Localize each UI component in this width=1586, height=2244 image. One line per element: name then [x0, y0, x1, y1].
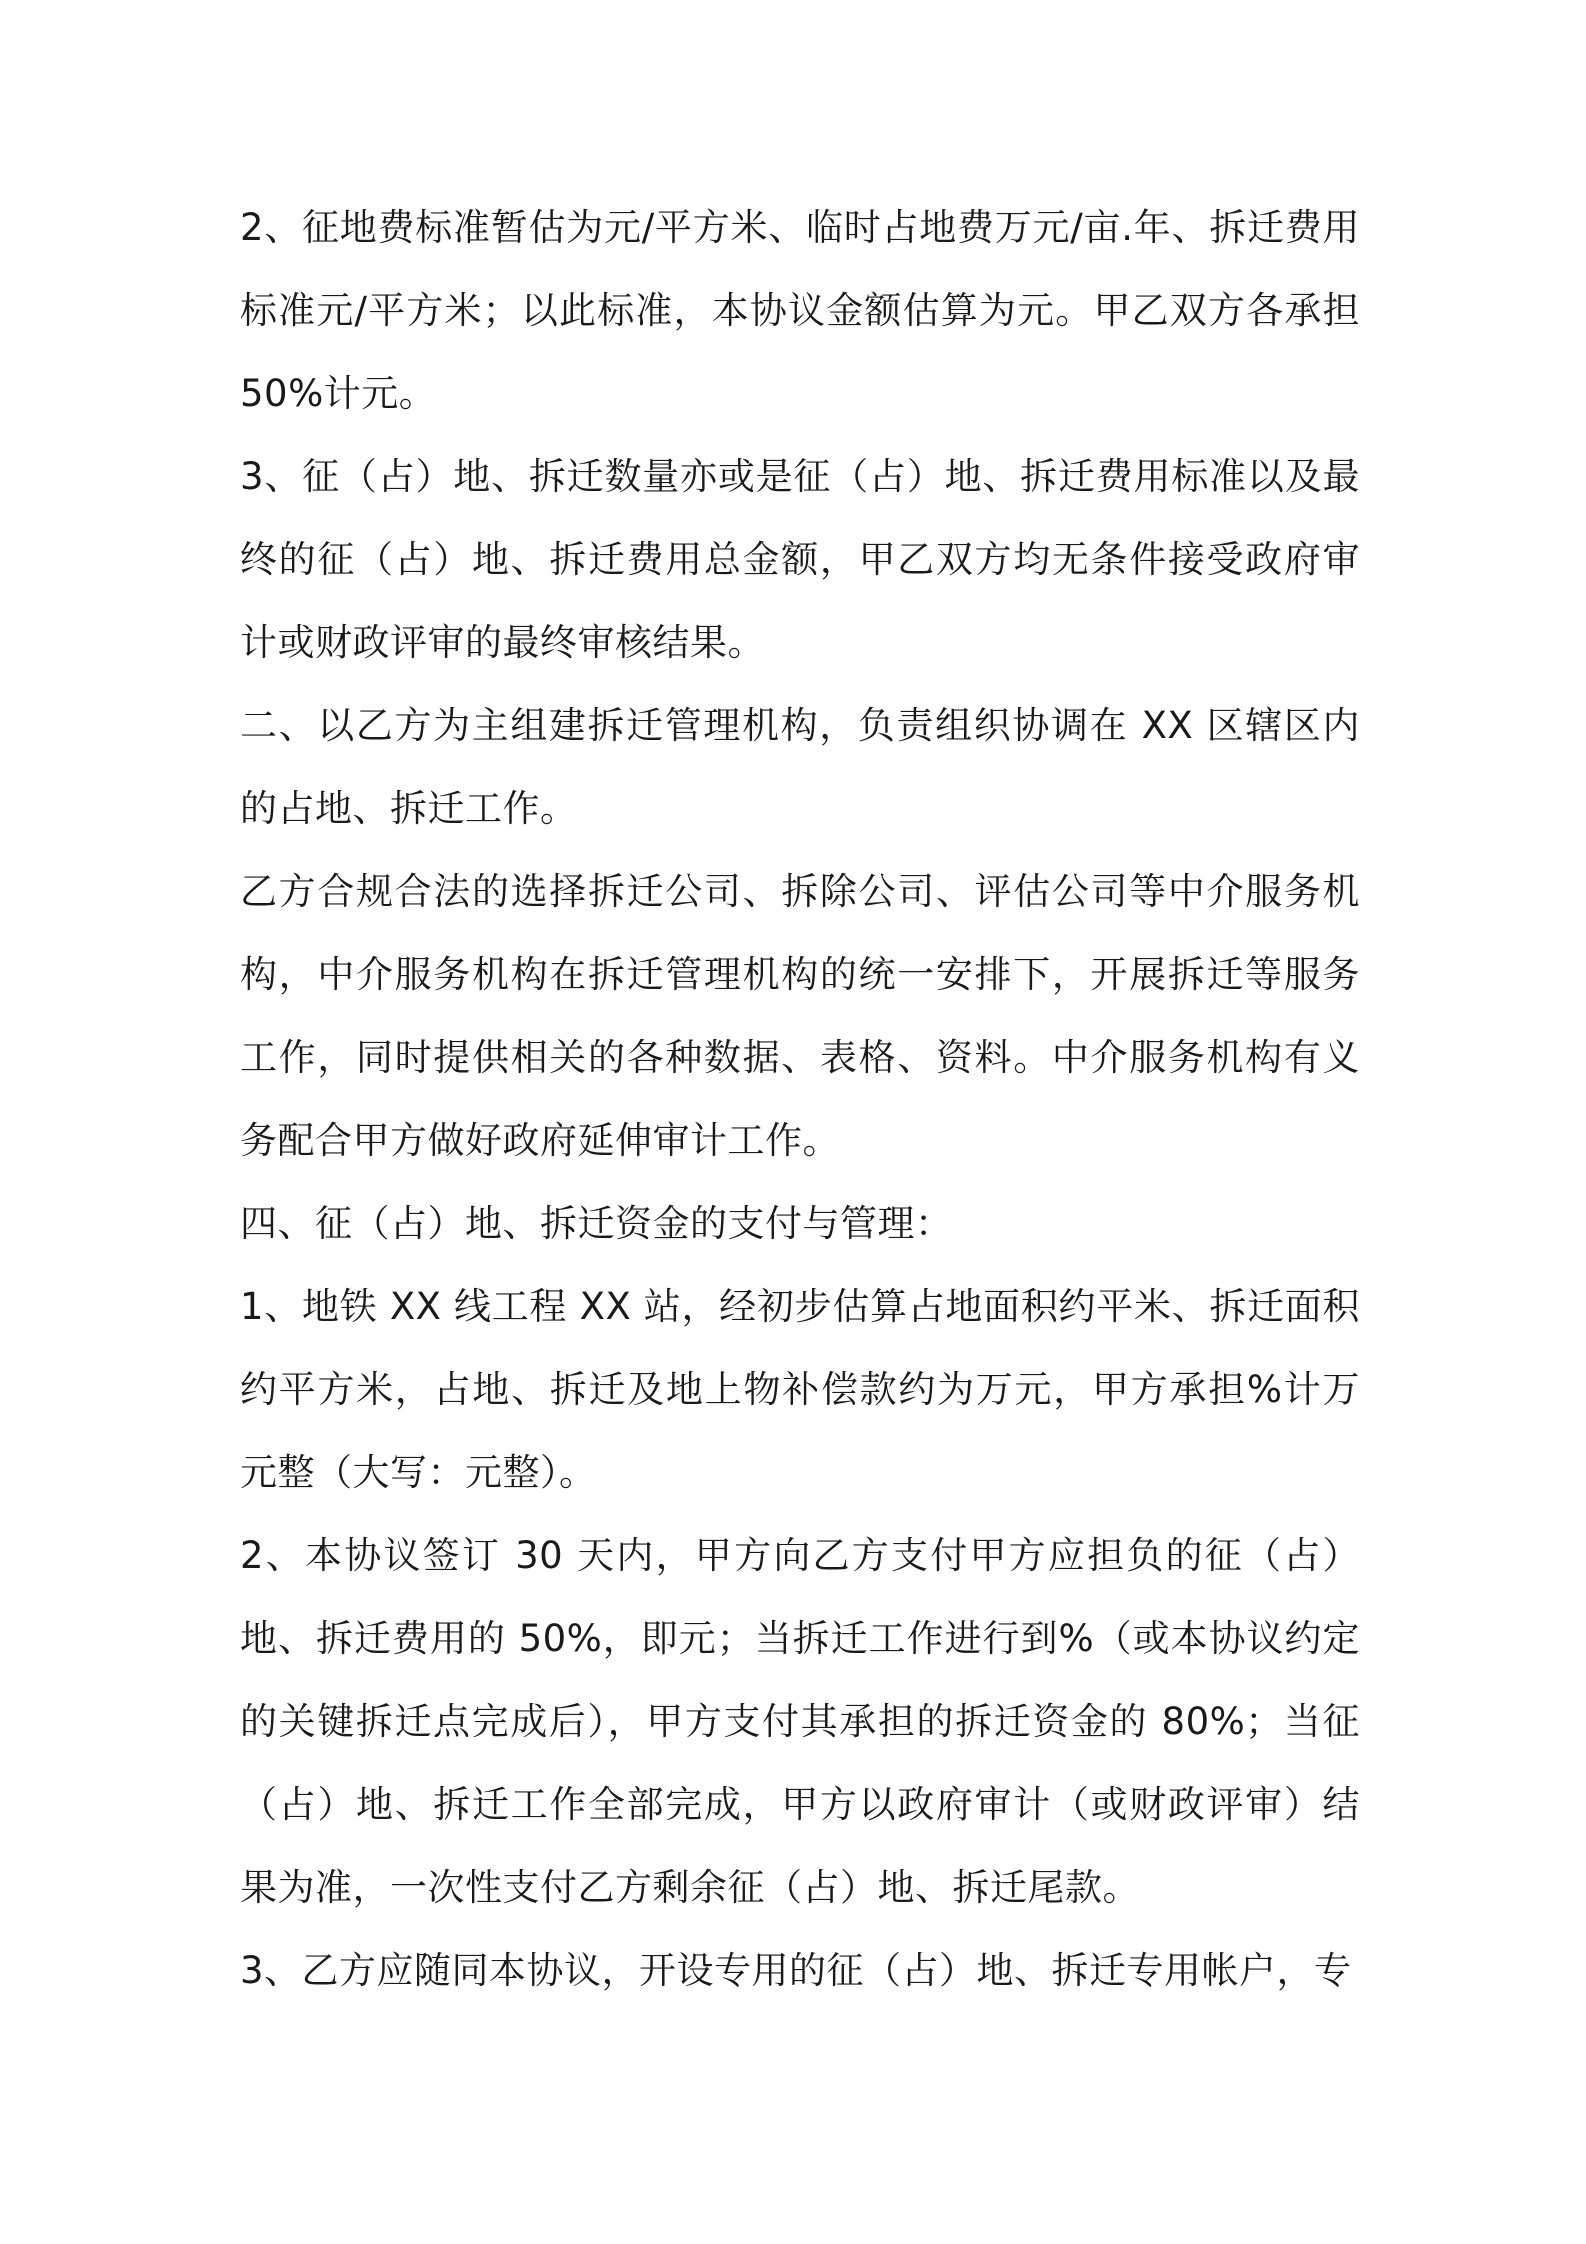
paragraph-fee-standard: 2、征地费标准暂估为元/平方米、临时占地费万元/亩.年、拆迁费用标准元/平方米；以此标准，本协议金额估算为元。甲乙双方各承担50%计元。 [240, 206, 1360, 415]
paragraph-section-two: 二、以乙方为主组建拆迁管理机构，负责组织协调在 XX 区辖区内的占地、拆迁工作。 [240, 704, 1360, 830]
paragraph-payment-schedule: 2、本协议签订 30 天内，甲方向乙方支付甲方应担负的征（占）地、拆迁费用的 50%，即元；当拆迁工作进行到%（或本协议约定的关键拆迁点完成后），甲方支付其承担的拆迁资金的 80%；当征（占）地、拆迁工作全部完成，甲方以政府审计（或财政评审）结果为准，一次性支付乙方剩余征（占）地、拆迁尾款。 [240, 1534, 1360, 1909]
paragraph-station-estimate: 1、地铁 XX 线工程 XX 站，经初步估算占地面积约平米、拆迁面积约平方米，占地、拆迁及地上物补偿款约为万元，甲方承担%计万元整（大写：元整）。 [240, 1285, 1360, 1494]
section-heading-payment: 四、征（占）地、拆迁资金的支付与管理： [240, 1202, 953, 1245]
paragraph-audit-result: 3、征（占）地、拆迁数量亦或是征（占）地、拆迁费用标准以及最终的征（占）地、拆迁费用总金额，甲乙双方均无条件接受政府审计或财政评审的最终审核结果。 [240, 455, 1360, 664]
paragraph-dedicated-account: 3、乙方应随同本协议，开设专用的征（占）地、拆迁专用帐户，专 [240, 1949, 1352, 1992]
paragraph-intermediary-agencies: 乙方合规合法的选择拆迁公司、拆除公司、评估公司等中介服务机构，中介服务机构在拆迁管理机构的统一安排下，开展拆迁等服务工作，同时提供相关的各种数据、表格、资料。中介服务机构有义务配合甲方做好政府延伸审计工作。 [240, 870, 1360, 1162]
document-body [240, 186, 1360, 2012]
